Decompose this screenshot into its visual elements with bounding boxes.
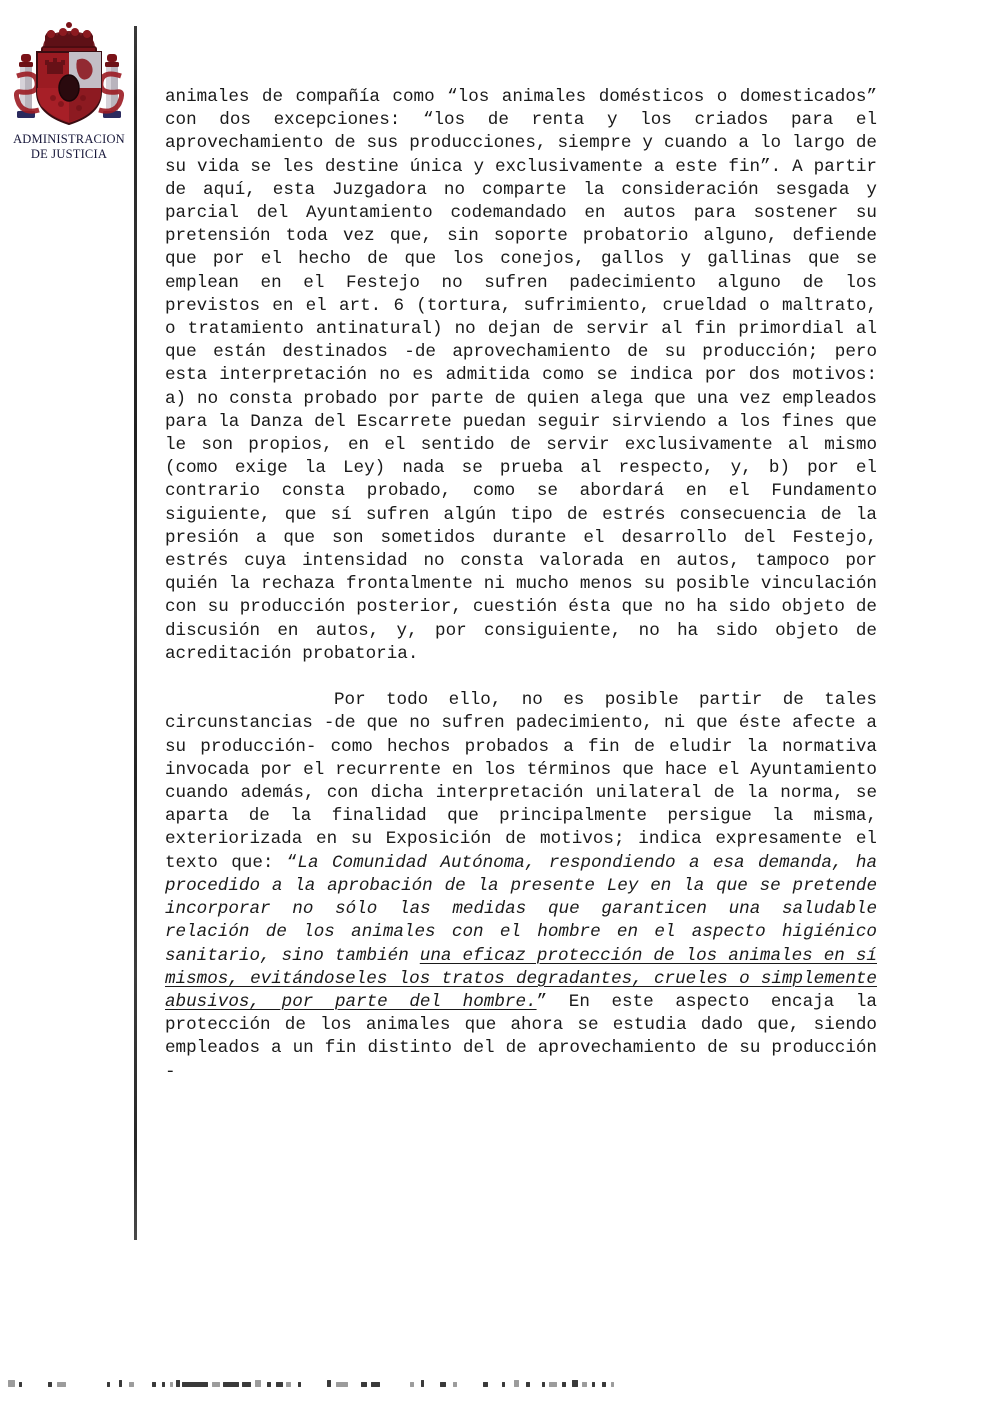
scan-noise-fragment bbox=[19, 1382, 22, 1387]
body-text-column bbox=[165, 86, 877, 1084]
scan-noise-fragment bbox=[602, 1382, 606, 1387]
scan-noise-fragment bbox=[421, 1380, 424, 1387]
scan-noise-fragment bbox=[611, 1382, 614, 1387]
scan-noise-fragment bbox=[361, 1382, 367, 1387]
text-run-1: Por todo ello, no es posible partir de tales circunstancias -de que no sufren padecimiento, ni que éste afecte a su producción- como hechos probados a fin de eludir la normativa invocada por el recurrente en los términos que hace el Ayuntamiento cuando además, con dicha interpretación unilateral de la norma, se aparta de la finalidad que principalmente persigue la misma, exteriorizada en su Exposición de motivos; indica expresamente el texto que: “ bbox=[165, 690, 877, 873]
scan-noise-fragment bbox=[119, 1380, 122, 1387]
paragraph-1 bbox=[165, 86, 877, 666]
scan-noise-fragment bbox=[182, 1382, 208, 1387]
scan-noise-fragment bbox=[176, 1380, 180, 1387]
scan-noise-fragment bbox=[483, 1382, 488, 1387]
spanish-coat-of-arms-emblem bbox=[13, 18, 125, 130]
scan-noise-fragment bbox=[549, 1382, 557, 1387]
scan-noise-fragment bbox=[327, 1380, 331, 1387]
scan-noise-fragment bbox=[255, 1380, 261, 1387]
scan-noise-fragment bbox=[410, 1382, 414, 1387]
scan-noise-fragment bbox=[453, 1382, 457, 1387]
text-run-2: La Comunidad Autónoma, respondiendo a esa demanda, ha procedido a la aprobación de la presente Ley en la que se pretende incorporar no sólo las medidas que garanticen una saludable relación de los animales con el hombre en el aspecto higiénico sanitario, sino también bbox=[165, 852, 877, 966]
scan-noise-fragment bbox=[242, 1382, 251, 1387]
scan-noise-fragment bbox=[276, 1382, 283, 1387]
scan-noise-fragment bbox=[107, 1382, 110, 1387]
scan-noise-fragment bbox=[48, 1382, 52, 1387]
scan-noise-fragment bbox=[440, 1382, 446, 1387]
scan-noise-fragment bbox=[8, 1380, 15, 1387]
scan-noise-fragment bbox=[129, 1382, 134, 1387]
scan-noise-fragment bbox=[526, 1382, 530, 1387]
paragraph-2 bbox=[165, 689, 877, 1083]
scan-noise-fragment bbox=[336, 1382, 348, 1387]
scan-noise-fragment bbox=[542, 1382, 545, 1387]
letterhead-caption-line-2: DE JUSTICIA bbox=[30, 146, 108, 161]
scan-noise-fragment bbox=[298, 1382, 301, 1387]
text-run-4: ” En este aspecto encaja la protección de los animales que ahora se estudia dado que, siendo empleados a un fin distinto del de aprovechamiento de su producción - bbox=[165, 991, 877, 1082]
letterhead bbox=[8, 18, 130, 161]
bottom-scan-noise bbox=[4, 1378, 664, 1392]
scan-noise-fragment bbox=[371, 1382, 380, 1387]
underlined-quote-emphasis: una eficaz protección de los animales en sí mismos, evitándoseles los tratos degradantes, crueles o simplemente abusivos, por parte del hombre. bbox=[165, 945, 877, 1012]
margin-vertical-rule bbox=[134, 26, 137, 1240]
scan-noise-fragment bbox=[170, 1382, 173, 1387]
letterhead-caption bbox=[8, 132, 130, 161]
scan-noise-fragment bbox=[286, 1382, 291, 1387]
text-run-1: animales de compañía como “los animales domésticos o domesticados” con dos excepciones: “los de renta y los criados para el aprovechamiento de sus producciones, siempre y cuando a lo largo de su vida se les destine única y exclusivamente a este fin”. A partir de aquí, esta Juzgadora no comparte la consideración sesgada y parcial del Ayuntamiento codemandado en autos para sostener su pretensión toda vez que, sin soporte probatorio alguno, defiende que por el hecho de que los conejos, gallos y gallinas que se emplean en el Festejo no sufren padecimiento alguno de los previstos en el art. 6 (tortura, sufrimiento, crueldad o maltrato, o tratamiento antinatural) no dejan de servir al fin primordial al que están destinados -de aprovechamiento de su producción; pero esta interpretación no es admitida como se indica por dos motivos: a) no consta probado por parte de quien alega que una vez empleados para la Danza del Escarrete puedan seguir sirviendo a los fines que le son propios, en el sentido de servir exclusivamente al mismo (como exige la Ley) nada se prueba al respecto, y, b) por el contrario consta probado, como se abordará en el Fundamento siguiente, que sí sufren algún tipo de estrés consecuencia de la presión a que son sometidos durante el desarrollo del Festejo, estrés cuya intensidad no consta valorada en autos, tampoco por quién la rechaza frontalmente ni mucho menos su posible vinculación con su producción posterior, cuestión ésta que no ha sido objeto de discusión en autos, y, por consiguiente, no ha sido objeto de acreditación probatoria. bbox=[165, 87, 877, 664]
scan-noise-fragment bbox=[582, 1382, 587, 1387]
scan-noise-fragment bbox=[223, 1382, 239, 1387]
letterhead-caption-line-1: ADMINISTRACION bbox=[13, 132, 125, 146]
scan-noise-fragment bbox=[502, 1382, 505, 1387]
scan-noise-fragment bbox=[267, 1382, 271, 1387]
scan-noise-fragment bbox=[592, 1382, 595, 1387]
scan-noise-fragment bbox=[57, 1382, 66, 1387]
scan-noise-fragment bbox=[162, 1382, 165, 1387]
scan-noise-fragment bbox=[562, 1382, 566, 1387]
scan-noise-fragment bbox=[572, 1380, 578, 1387]
scan-noise-fragment bbox=[514, 1380, 519, 1387]
scan-noise-fragment bbox=[152, 1382, 156, 1387]
scan-noise-fragment bbox=[212, 1382, 220, 1387]
